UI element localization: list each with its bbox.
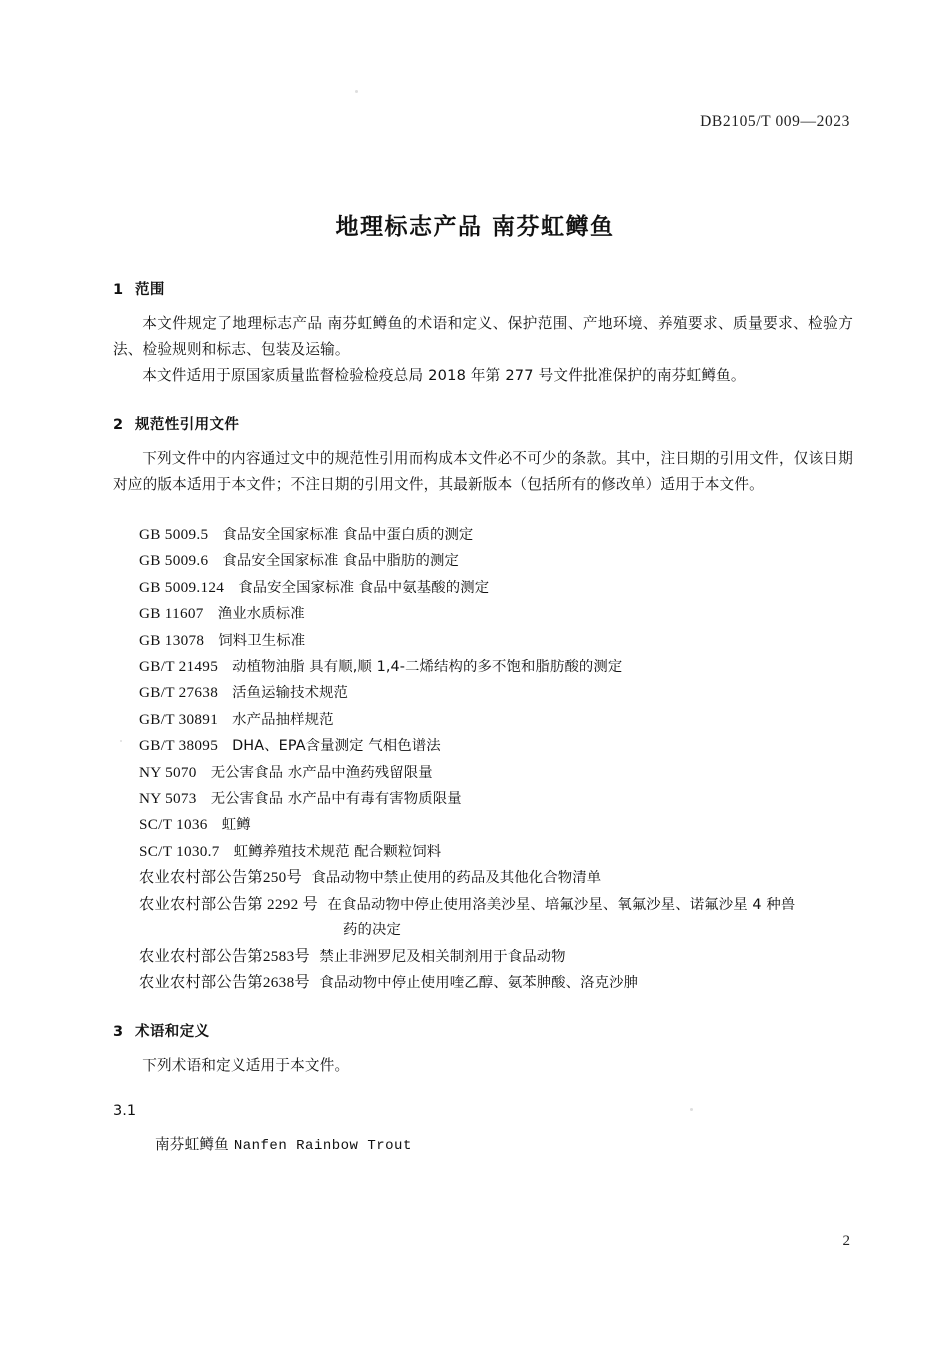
reference-text: 在食品动物中停止使用洛美沙星、培氟沙星、氧氟沙星、诺氟沙星 4 种兽: [327, 896, 796, 913]
reference-code: GB 5009.5: [139, 526, 209, 543]
reference-item: [113, 760, 853, 786]
section-3-paragraph-1: 下列术语和定义适用于本文件。: [142, 1057, 350, 1075]
reference-code: GB/T 21495: [139, 658, 219, 676]
reference-code: 农业农村部公告第2583号: [139, 947, 310, 965]
reference-item-continuation: 药的决定: [343, 922, 401, 939]
reference-item: [113, 812, 853, 838]
reference-item: [113, 865, 853, 891]
reference-text: 虹鳟养殖技术规范 配合颗粒饲料: [233, 843, 442, 860]
reference-text: 活鱼运输技术规范: [232, 685, 349, 702]
reference-text: 无公害食品 水产品中有毒有害物质限量: [210, 791, 462, 808]
document-title: 地理标志产品 南芬虹鳟鱼: [335, 214, 615, 240]
section-heading-3: [113, 1020, 853, 1041]
reference-item: [113, 892, 853, 918]
page-number: 2: [842, 1233, 850, 1249]
reference-code: GB/T 30891: [139, 710, 219, 728]
reference-text: DHA、EPA含量测定 气相色谱法: [232, 738, 441, 755]
section-number-2: 2: [113, 417, 124, 433]
reference-code: SC/T 1030.7: [139, 842, 220, 860]
reference-text: 虹鳟: [221, 817, 251, 834]
section-number-1: 1: [113, 282, 124, 298]
reference-text: 食品安全国家标准 食品中氨基酸的测定: [238, 579, 490, 596]
reference-item: [113, 680, 853, 706]
reference-text: 食品安全国家标准 食品中脂肪的测定: [222, 553, 459, 570]
reference-item: [113, 839, 853, 865]
term-entry-3-1: [113, 1133, 853, 1154]
document-body: [113, 278, 853, 1154]
term-number-3-1: 3.1: [113, 1103, 137, 1120]
reference-text: 无公害食品 水产品中渔药残留限量: [210, 764, 433, 781]
reference-item: [113, 654, 853, 680]
reference-text: 动植物油脂 具有顺,顺 1,4-二烯结构的多不饱和脂肪酸的测定: [232, 659, 623, 676]
normative-references-list: [113, 522, 853, 996]
reference-code: GB 5009.124: [139, 578, 225, 596]
reference-code: 农业农村部公告第250号: [139, 869, 303, 887]
page-header-standard-code: DB2105/T 009—2023: [700, 113, 850, 130]
term-name-cn: 南芬虹鳟鱼: [155, 1136, 229, 1154]
reference-code: GB/T 38095: [139, 737, 219, 755]
section-1-paragraph-1: 本文件规定了地理标志产品 南芬虹鳟鱼的术语和定义、保护范围、产地环境、养殖要求、质量要求、检验方法、检验规则和标志、包装及运输。: [113, 315, 853, 358]
reference-code: NY 5073: [139, 790, 197, 808]
reference-item: [113, 970, 853, 996]
reference-text: 食品动物中停止使用喹乙醇、氨苯胂酸、洛克沙胂: [319, 974, 639, 991]
reference-item: [113, 707, 853, 733]
scan-speck: [690, 1108, 693, 1111]
reference-text: 饲料卫生标准: [218, 632, 306, 649]
reference-text: 禁止非洲罗尼及相关制剂用于食品动物: [319, 948, 566, 965]
reference-code: 农业农村部公告第2638号: [139, 973, 310, 991]
reference-text: 食品动物中禁止使用的药品及其他化合物清单: [311, 870, 602, 887]
section-number-3: 3: [113, 1024, 124, 1041]
reference-code: SC/T 1036: [139, 816, 208, 834]
section-1-paragraph-2: 本文件适用于原国家质量监督检验检疫总局 2018 年第 277 号文件批准保护的南芬虹鳟鱼。: [142, 367, 746, 384]
section-heading-2: [113, 413, 853, 434]
reference-item: [113, 601, 853, 627]
reference-code: GB 5009.6: [139, 552, 209, 570]
section-title-1: 范围: [135, 282, 165, 298]
section-title-2: 规范性引用文件: [135, 417, 240, 433]
reference-item: [113, 522, 853, 548]
reference-text: 渔业水质标准: [217, 606, 305, 623]
reference-code: GB 13078: [139, 631, 205, 649]
reference-item: [113, 575, 853, 601]
section-title-3: 术语和定义: [135, 1024, 210, 1041]
reference-text: 食品安全国家标准 食品中蛋白质的测定: [222, 527, 474, 543]
section-heading-1: [113, 278, 853, 299]
reference-item: [113, 944, 853, 970]
term-name-en: Nanfen Rainbow Trout: [233, 1138, 412, 1155]
scan-speck: [120, 740, 122, 742]
reference-item: [113, 628, 853, 654]
scan-speck: [355, 90, 358, 93]
reference-code: NY 5070: [139, 763, 197, 781]
section-2-paragraph-1: 下列文件中的内容通过文中的规范性引用而构成本文件必不可少的条款。其中，注日期的引用文件，仅该日期对应的版本适用于本文件；不注日期的引用文件，其最新版本（包括所有的修改单）适用于本文件。: [113, 450, 853, 493]
reference-code: GB 11607: [139, 605, 204, 623]
reference-item: [113, 733, 853, 759]
reference-item: [113, 548, 853, 574]
reference-text: 水产品抽样规范: [232, 711, 334, 728]
reference-item: [113, 786, 853, 812]
reference-code: GB/T 27638: [139, 684, 219, 702]
reference-code: 农业农村部公告第 2292 号: [139, 895, 319, 913]
